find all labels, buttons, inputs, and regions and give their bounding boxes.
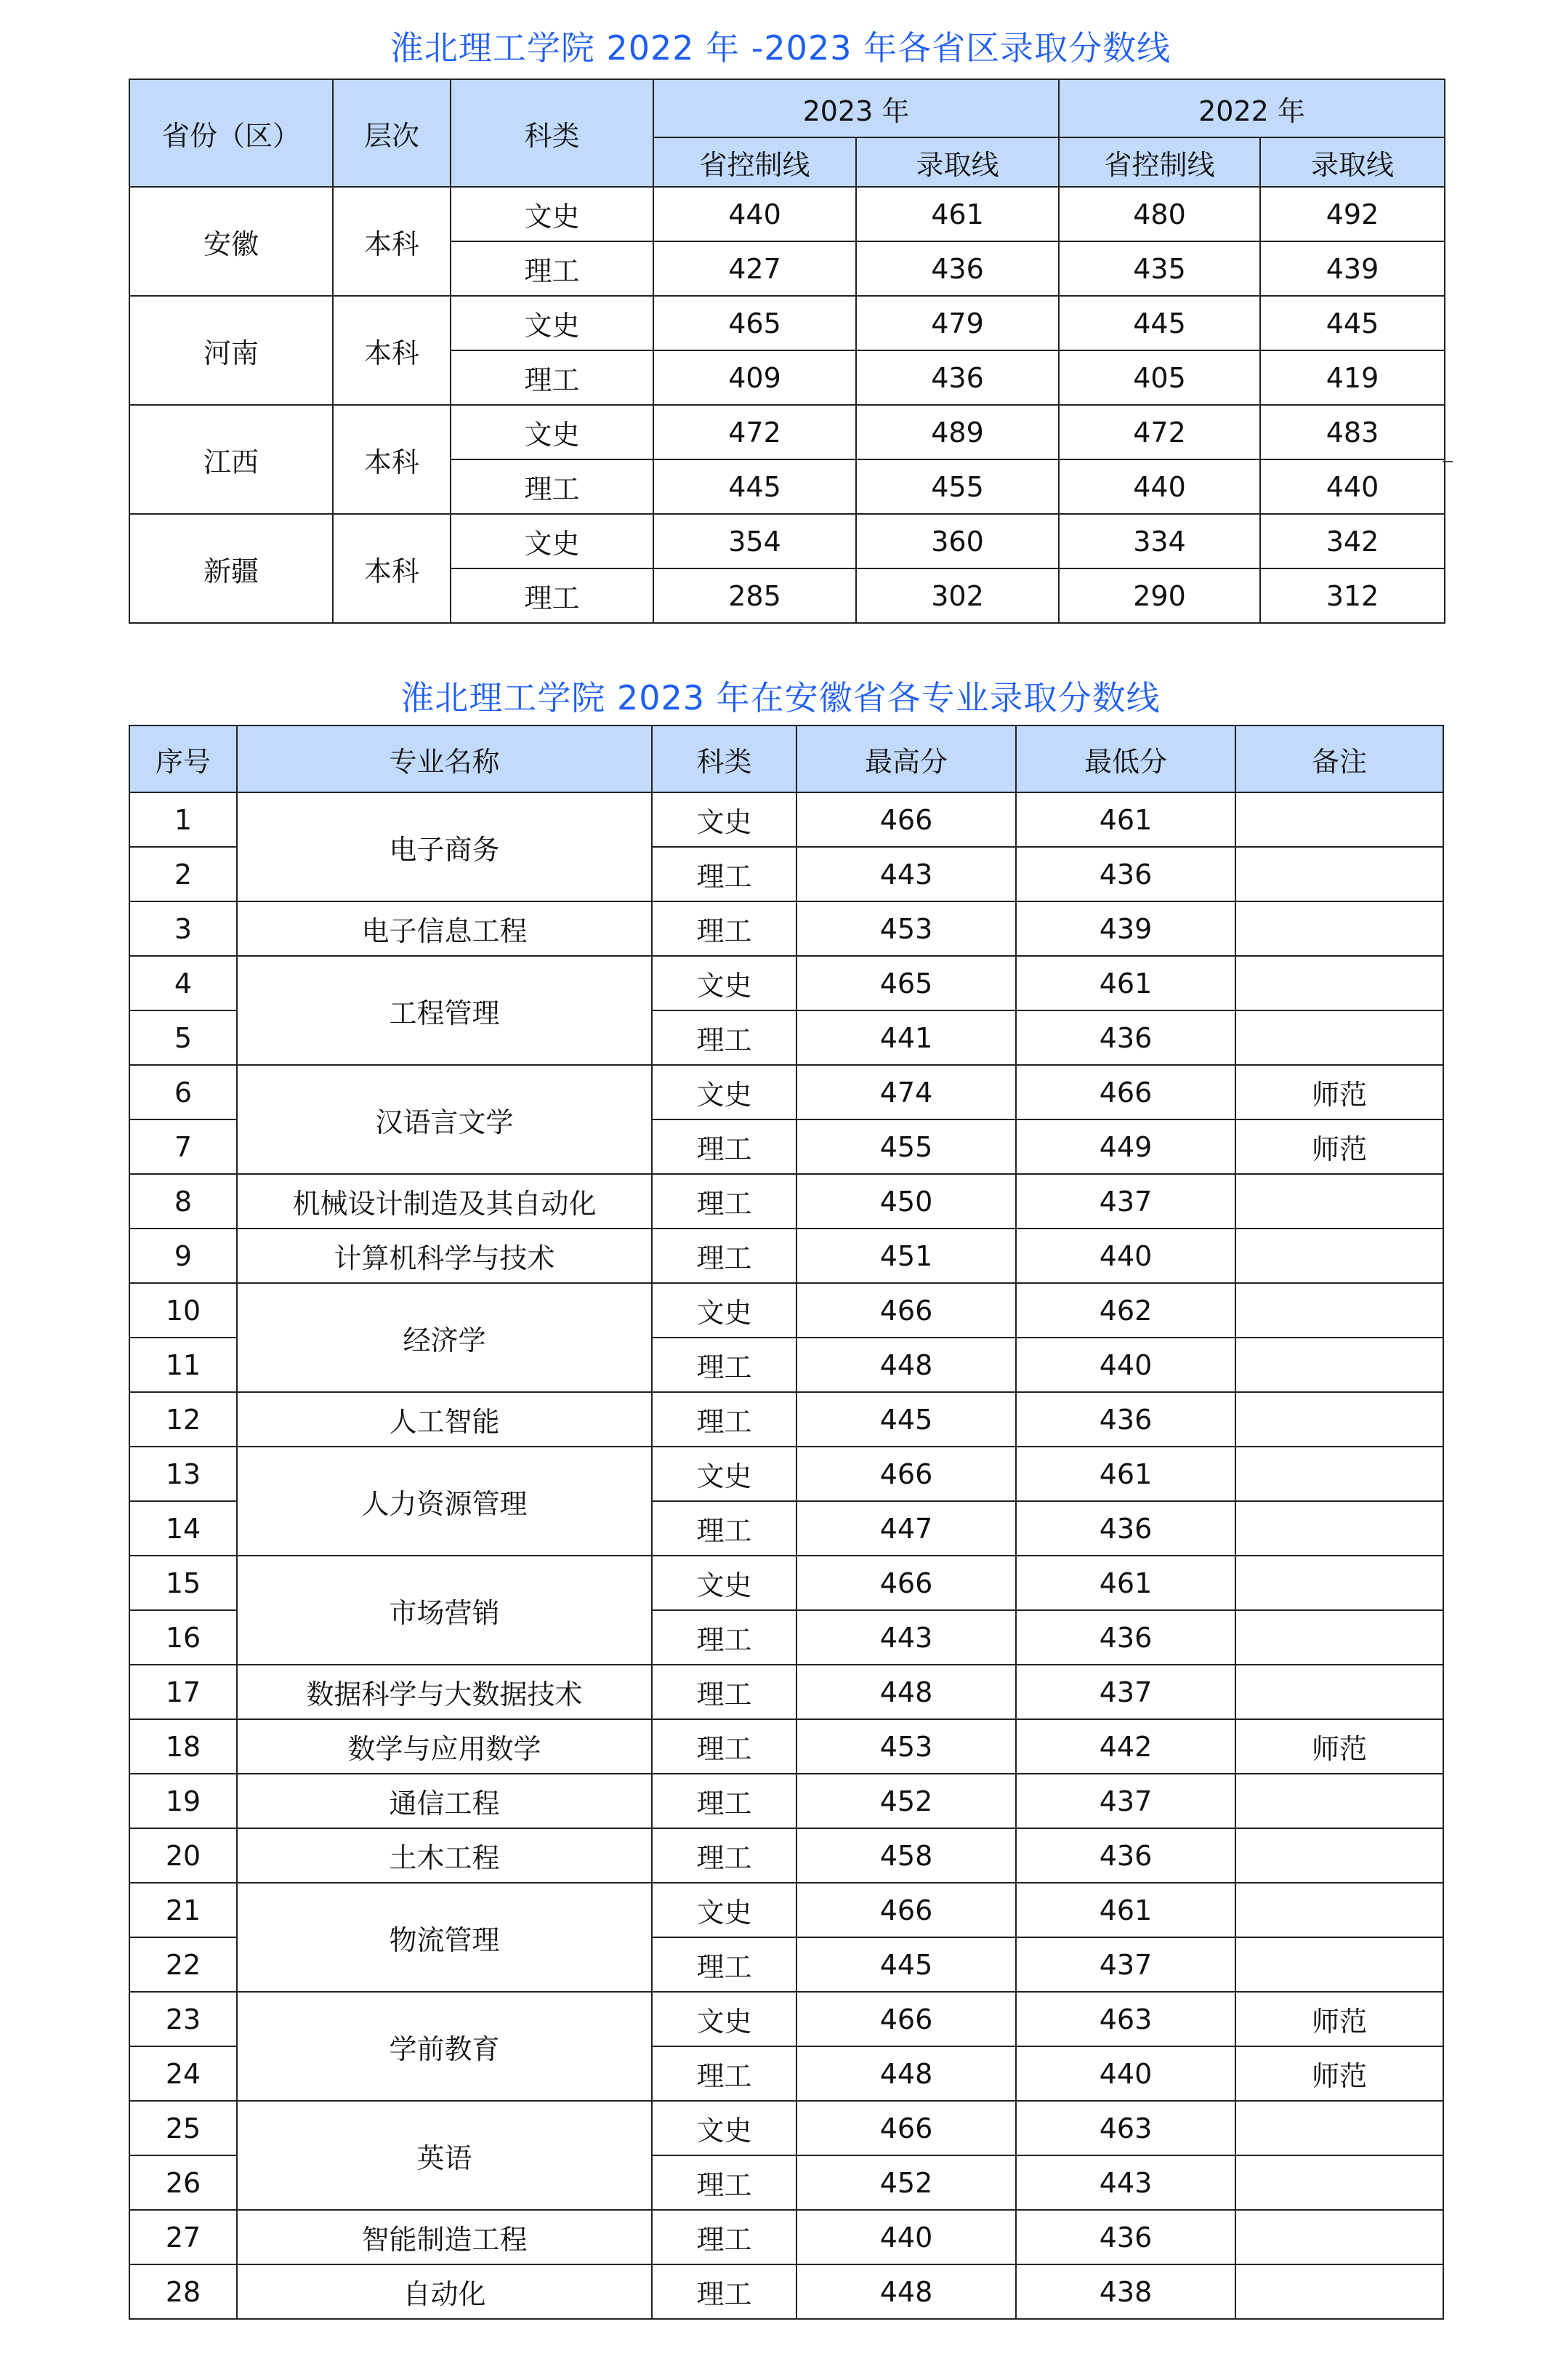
- table-row: [129, 1556, 1443, 1610]
- row-number-cell: 21: [129, 1883, 237, 1937]
- category-cell: 文史: [652, 792, 796, 847]
- row-number-cell: 26: [129, 2155, 237, 2210]
- note-cell: [1235, 901, 1443, 956]
- max-score-cell: 452: [796, 2155, 1016, 2210]
- row-number-cell: 13: [129, 1447, 237, 1501]
- header-2022-admission-line: 录取线: [1260, 137, 1445, 187]
- major-score-table: [129, 725, 1444, 2320]
- row-number-cell: 27: [129, 2210, 237, 2264]
- max-score-cell: 451: [796, 1229, 1016, 1283]
- row-number-cell: 16: [129, 1610, 237, 1665]
- max-score-cell: 458: [796, 1828, 1016, 1883]
- table-row: [129, 514, 1445, 568]
- row-number-cell: 12: [129, 1392, 237, 1447]
- min-score-cell: 461: [1016, 1447, 1235, 1501]
- major-name-cell: 机械设计制造及其自动化: [237, 1174, 652, 1229]
- note-cell: [1235, 847, 1443, 901]
- control-line-2023-cell: 285: [653, 568, 856, 623]
- table-row: [129, 901, 1443, 956]
- admission-line-2023-cell: 479: [856, 296, 1059, 350]
- min-score-cell: 436: [1016, 1828, 1235, 1883]
- max-score-cell: 466: [796, 1556, 1016, 1610]
- table-row: [129, 1883, 1443, 1937]
- note-cell: [1235, 1174, 1443, 1229]
- note-cell: [1235, 1392, 1443, 1447]
- note-cell: [1235, 1937, 1443, 1992]
- table-row: [129, 187, 1445, 241]
- category-cell: 理工: [652, 847, 796, 901]
- note-cell: 师范: [1235, 1119, 1443, 1174]
- table-row: [129, 1719, 1443, 1774]
- note-cell: [1235, 1501, 1443, 1556]
- category-cell: 文史: [652, 1992, 796, 2046]
- control-line-2023-cell: 354: [653, 514, 856, 568]
- major-name-cell: 学前教育: [237, 1992, 652, 2101]
- admission-line-2023-cell: 455: [856, 459, 1059, 514]
- max-score-cell: 448: [796, 1665, 1016, 1719]
- admission-line-2022-cell: 342: [1260, 514, 1445, 568]
- min-score-cell: 437: [1016, 1937, 1235, 1992]
- category-cell: 文史: [451, 187, 653, 241]
- control-line-2023-cell: 472: [653, 405, 856, 459]
- min-score-cell: 440: [1016, 1229, 1235, 1283]
- note-cell: [1235, 1010, 1443, 1065]
- control-line-2022-cell: 290: [1059, 568, 1260, 623]
- note-cell: [1235, 1828, 1443, 1883]
- category-cell: 理工: [652, 1119, 796, 1174]
- note-cell: [1235, 1883, 1443, 1937]
- level-cell: 本科: [333, 514, 451, 623]
- min-score-cell: 437: [1016, 1174, 1235, 1229]
- header-category: 科类: [652, 725, 796, 792]
- min-score-cell: 440: [1016, 1338, 1235, 1392]
- border-overshoot: [1443, 461, 1453, 462]
- header-major: 专业名称: [237, 725, 652, 792]
- min-score-cell: 442: [1016, 1719, 1235, 1774]
- row-number-cell: 6: [129, 1065, 237, 1119]
- control-line-2022-cell: 440: [1059, 459, 1260, 514]
- admission-line-2023-cell: 302: [856, 568, 1059, 623]
- category-cell: 文史: [451, 296, 653, 350]
- note-cell: [1235, 2210, 1443, 2264]
- row-number-cell: 25: [129, 2101, 237, 2155]
- table-row: [129, 1392, 1443, 1447]
- category-cell: 文史: [451, 405, 653, 459]
- admission-line-2022-cell: 445: [1260, 296, 1445, 350]
- min-score-cell: 461: [1016, 1556, 1235, 1610]
- max-score-cell: 440: [796, 2210, 1016, 2264]
- control-line-2023-cell: 427: [653, 241, 856, 296]
- max-score-cell: 466: [796, 1447, 1016, 1501]
- row-number-cell: 23: [129, 1992, 237, 2046]
- province-cell: 江西: [129, 405, 333, 514]
- category-cell: 理工: [652, 1010, 796, 1065]
- row-number-cell: 20: [129, 1828, 237, 1883]
- max-score-cell: 445: [796, 1937, 1016, 1992]
- major-name-cell: 数据科学与大数据技术: [237, 1665, 652, 1719]
- row-number-cell: 3: [129, 901, 237, 956]
- row-number-cell: 1: [129, 792, 237, 847]
- min-score-cell: 440: [1016, 2046, 1235, 2101]
- min-score-cell: 439: [1016, 901, 1235, 956]
- table-row: [129, 1065, 1443, 1119]
- category-cell: 理工: [652, 2210, 796, 2264]
- category-cell: 理工: [652, 1392, 796, 1447]
- min-score-cell: 436: [1016, 847, 1235, 901]
- min-score-cell: 449: [1016, 1119, 1235, 1174]
- row-number-cell: 7: [129, 1119, 237, 1174]
- min-score-cell: 443: [1016, 2155, 1235, 2210]
- category-cell: 理工: [652, 1719, 796, 1774]
- major-name-cell: 土木工程: [237, 1828, 652, 1883]
- row-number-cell: 5: [129, 1010, 237, 1065]
- category-cell: 文史: [652, 1065, 796, 1119]
- min-score-cell: 461: [1016, 1883, 1235, 1937]
- table-row: [129, 1229, 1443, 1283]
- table-row: [129, 1665, 1443, 1719]
- category-cell: 理工: [652, 1229, 796, 1283]
- max-score-cell: 450: [796, 1174, 1016, 1229]
- min-score-cell: 466: [1016, 1065, 1235, 1119]
- major-name-cell: 物流管理: [237, 1883, 652, 1992]
- max-score-cell: 441: [796, 1010, 1016, 1065]
- admission-line-2023-cell: 360: [856, 514, 1059, 568]
- category-cell: 文史: [652, 956, 796, 1010]
- major-name-cell: 电子信息工程: [237, 901, 652, 956]
- header-2023: 2023 年: [653, 79, 1059, 137]
- note-cell: [1235, 2101, 1443, 2155]
- category-cell: 文史: [652, 1283, 796, 1338]
- major-name-cell: 电子商务: [237, 792, 652, 901]
- table2-title: 淮北理工学院 2023 年在安徽省各专业录取分数线: [400, 678, 1161, 717]
- max-score-cell: 453: [796, 1719, 1016, 1774]
- table-row: [129, 1174, 1443, 1229]
- table-row: [129, 792, 1443, 847]
- category-cell: 文史: [451, 514, 653, 568]
- max-score-cell: 447: [796, 1501, 1016, 1556]
- province-cell: 河南: [129, 296, 333, 405]
- note-cell: [1235, 1229, 1443, 1283]
- category-cell: 理工: [652, 1501, 796, 1556]
- max-score-cell: 466: [796, 1992, 1016, 2046]
- control-line-2022-cell: 445: [1059, 296, 1260, 350]
- min-score-cell: 461: [1016, 956, 1235, 1010]
- major-name-cell: 市场营销: [237, 1556, 652, 1665]
- row-number-cell: 24: [129, 2046, 237, 2101]
- max-score-cell: 448: [796, 2264, 1016, 2319]
- note-cell: 师范: [1235, 1065, 1443, 1119]
- control-line-2023-cell: 440: [653, 187, 856, 241]
- major-name-cell: 人工智能: [237, 1392, 652, 1447]
- header-level: 层次: [333, 79, 451, 187]
- header-max: 最高分: [796, 725, 1016, 792]
- min-score-cell: 438: [1016, 2264, 1235, 2319]
- control-line-2023-cell: 445: [653, 459, 856, 514]
- header-province: 省份（区）: [129, 79, 333, 187]
- row-number-cell: 15: [129, 1556, 237, 1610]
- control-line-2023-cell: 465: [653, 296, 856, 350]
- row-number-cell: 28: [129, 2264, 237, 2319]
- max-score-cell: 448: [796, 2046, 1016, 2101]
- max-score-cell: 466: [796, 1283, 1016, 1338]
- category-cell: 文史: [652, 2101, 796, 2155]
- admission-line-2022-cell: 440: [1260, 459, 1445, 514]
- max-score-cell: 452: [796, 1774, 1016, 1828]
- major-name-cell: 英语: [237, 2101, 652, 2210]
- row-number-cell: 9: [129, 1229, 237, 1283]
- min-score-cell: 463: [1016, 2101, 1235, 2155]
- level-cell: 本科: [333, 296, 451, 405]
- max-score-cell: 466: [796, 1883, 1016, 1937]
- table1-title: 淮北理工学院 2022 年 -2023 年各省区录取分数线: [390, 28, 1171, 68]
- note-cell: [1235, 1665, 1443, 1719]
- category-cell: 理工: [451, 459, 653, 514]
- admission-line-2023-cell: 489: [856, 405, 1059, 459]
- max-score-cell: 453: [796, 901, 1016, 956]
- level-cell: 本科: [333, 405, 451, 514]
- min-score-cell: 462: [1016, 1283, 1235, 1338]
- header-note: 备注: [1235, 725, 1443, 792]
- admission-line-2022-cell: 419: [1260, 350, 1445, 405]
- row-number-cell: 18: [129, 1719, 237, 1774]
- min-score-cell: 436: [1016, 1010, 1235, 1065]
- header-category: 科类: [451, 79, 653, 187]
- category-cell: 文史: [652, 1447, 796, 1501]
- table-row: [129, 1828, 1443, 1883]
- max-score-cell: 443: [796, 847, 1016, 901]
- row-number-cell: 22: [129, 1937, 237, 1992]
- row-number-cell: 17: [129, 1665, 237, 1719]
- table-row: [129, 1774, 1443, 1828]
- province-cell: 新疆: [129, 514, 333, 623]
- category-cell: 理工: [652, 1937, 796, 1992]
- category-cell: 理工: [652, 2264, 796, 2319]
- major-name-cell: 工程管理: [237, 956, 652, 1065]
- table-row: [129, 956, 1443, 1010]
- note-cell: [1235, 956, 1443, 1010]
- category-cell: 理工: [652, 1828, 796, 1883]
- control-line-2022-cell: 405: [1059, 350, 1260, 405]
- note-cell: 师范: [1235, 1992, 1443, 2046]
- header-2022-control-line: 省控制线: [1059, 137, 1260, 187]
- min-score-cell: 461: [1016, 792, 1235, 847]
- category-cell: 文史: [652, 1883, 796, 1937]
- table-row: [129, 2210, 1443, 2264]
- max-score-cell: 448: [796, 1338, 1016, 1392]
- category-cell: 理工: [652, 1665, 796, 1719]
- note-cell: 师范: [1235, 1719, 1443, 1774]
- min-score-cell: 436: [1016, 2210, 1235, 2264]
- category-cell: 理工: [451, 241, 653, 296]
- major-name-cell: 人力资源管理: [237, 1447, 652, 1556]
- control-line-2022-cell: 435: [1059, 241, 1260, 296]
- min-score-cell: 436: [1016, 1501, 1235, 1556]
- control-line-2022-cell: 334: [1059, 514, 1260, 568]
- note-cell: [1235, 1610, 1443, 1665]
- category-cell: 理工: [652, 2046, 796, 2101]
- note-cell: [1235, 1338, 1443, 1392]
- admission-line-2022-cell: 439: [1260, 241, 1445, 296]
- category-cell: 理工: [652, 901, 796, 956]
- row-number-cell: 19: [129, 1774, 237, 1828]
- major-name-cell: 数学与应用数学: [237, 1719, 652, 1774]
- row-number-cell: 4: [129, 956, 237, 1010]
- note-cell: [1235, 1556, 1443, 1610]
- max-score-cell: 474: [796, 1065, 1016, 1119]
- control-line-2022-cell: 480: [1059, 187, 1260, 241]
- category-cell: 文史: [652, 1556, 796, 1610]
- min-score-cell: 437: [1016, 1665, 1235, 1719]
- category-cell: 理工: [652, 1338, 796, 1392]
- major-name-cell: 智能制造工程: [237, 2210, 652, 2264]
- table-row: [129, 1283, 1443, 1338]
- note-cell: [1235, 1283, 1443, 1338]
- category-cell: 理工: [652, 1774, 796, 1828]
- category-cell: 理工: [652, 1610, 796, 1665]
- province-cell: 安徽: [129, 187, 333, 296]
- table-row: [129, 405, 1445, 459]
- level-cell: 本科: [333, 187, 451, 296]
- control-line-2023-cell: 409: [653, 350, 856, 405]
- row-number-cell: 10: [129, 1283, 237, 1338]
- major-name-cell: 计算机科学与技术: [237, 1229, 652, 1283]
- admission-line-2023-cell: 436: [856, 241, 1059, 296]
- note-cell: [1235, 2264, 1443, 2319]
- max-score-cell: 445: [796, 1392, 1016, 1447]
- admission-line-2023-cell: 436: [856, 350, 1059, 405]
- category-cell: 理工: [652, 1174, 796, 1229]
- max-score-cell: 466: [796, 792, 1016, 847]
- max-score-cell: 466: [796, 2101, 1016, 2155]
- min-score-cell: 436: [1016, 1392, 1235, 1447]
- note-cell: [1235, 1774, 1443, 1828]
- table-row: [129, 1447, 1443, 1501]
- note-cell: [1235, 2155, 1443, 2210]
- min-score-cell: 437: [1016, 1774, 1235, 1828]
- row-number-cell: 11: [129, 1338, 237, 1392]
- max-score-cell: 455: [796, 1119, 1016, 1174]
- note-cell: 师范: [1235, 2046, 1443, 2101]
- row-number-cell: 8: [129, 1174, 237, 1229]
- row-number-cell: 2: [129, 847, 237, 901]
- major-name-cell: 自动化: [237, 2264, 652, 2319]
- min-score-cell: 463: [1016, 1992, 1235, 2046]
- table-row: [129, 1992, 1443, 2046]
- major-name-cell: 经济学: [237, 1283, 652, 1392]
- category-cell: 理工: [652, 2155, 796, 2210]
- admission-line-2022-cell: 483: [1260, 405, 1445, 459]
- header-2023-control-line: 省控制线: [653, 137, 856, 187]
- note-cell: [1235, 1447, 1443, 1501]
- control-line-2022-cell: 472: [1059, 405, 1260, 459]
- category-cell: 理工: [451, 568, 653, 623]
- table-row: [129, 296, 1445, 350]
- admission-line-2022-cell: 492: [1260, 187, 1445, 241]
- header-2022: 2022 年: [1059, 79, 1445, 137]
- category-cell: 理工: [451, 350, 653, 405]
- max-score-cell: 443: [796, 1610, 1016, 1665]
- admission-line-2023-cell: 461: [856, 187, 1059, 241]
- max-score-cell: 465: [796, 956, 1016, 1010]
- admission-line-2022-cell: 312: [1260, 568, 1445, 623]
- header-min: 最低分: [1016, 725, 1235, 792]
- table-row: [129, 2101, 1443, 2155]
- min-score-cell: 436: [1016, 1610, 1235, 1665]
- major-name-cell: 通信工程: [237, 1774, 652, 1828]
- province-score-table: [129, 79, 1445, 624]
- note-cell: [1235, 792, 1443, 847]
- major-name-cell: 汉语言文学: [237, 1065, 652, 1174]
- header-2023-admission-line: 录取线: [856, 137, 1059, 187]
- header-no: 序号: [129, 725, 237, 792]
- table-row: [129, 2264, 1443, 2319]
- row-number-cell: 14: [129, 1501, 237, 1556]
